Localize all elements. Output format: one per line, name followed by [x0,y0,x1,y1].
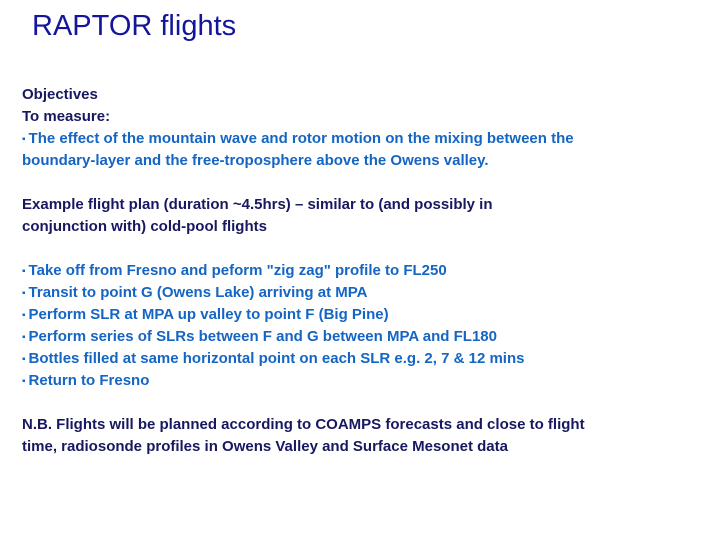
nb-line-2: time, radiosonde profiles in Owens Valley and Surface Mesonet data [22,438,508,455]
square-bullet-icon: ▪ [22,354,26,365]
spacer [22,238,585,260]
flight-plan-bullet-3 [22,304,585,326]
square-bullet-icon: ▪ [22,332,26,343]
to-measure-label: To measure: [22,108,111,125]
flight-plan-bullet-4 [22,326,585,348]
square-bullet-icon: ▪ [22,310,26,321]
flight-plan-bullet-6 [22,370,585,392]
flight-plan-bullet-text-2: Transit to point G (Owens Lake) arriving at MPA [28,284,368,301]
square-bullet-icon: ▪ [22,134,26,145]
nb-line-1: N.B. Flights will be planned according to COAMPS forecasts and close to flight [22,416,585,433]
flight-plan-bullet-text-3: Perform SLR at MPA up valley to point F (Big Pine) [28,306,389,323]
page-title: RAPTOR flights [32,10,237,42]
flight-plan-bullet-text-5: Bottles filled at same horizontal point on each SLR e.g. 2, 7 & 12 mins [28,350,525,367]
spacer [22,172,585,194]
objective-bullet-line-1 [22,128,585,150]
objective-bullet-line-2: boundary-layer and the free-troposphere above the Owens valley. [22,152,489,169]
slide-body [22,84,585,458]
flight-plan-bullet-5 [22,348,585,370]
square-bullet-icon: ▪ [22,376,26,387]
square-bullet-icon: ▪ [22,288,26,299]
objectives-heading: Objectives [22,86,98,103]
spacer [22,392,585,414]
flight-plan-bullet-text-1: Take off from Fresno and peform "zig zag" profile to FL250 [28,262,447,279]
flight-plan-bullet-2 [22,282,585,304]
example-heading-line-2: conjunction with) cold-pool flights [22,218,267,235]
example-heading-line-1: Example flight plan (duration ~4.5hrs) – similar to (and possibly in [22,196,493,213]
objective-bullet-text-1: The effect of the mountain wave and rotor motion on the mixing between the [28,130,574,147]
flight-plan-bullet-1 [22,260,585,282]
square-bullet-icon: ▪ [22,266,26,277]
flight-plan-bullet-text-6: Return to Fresno [28,372,150,389]
flight-plan-bullet-text-4: Perform series of SLRs between F and G between MPA and FL180 [28,328,497,345]
